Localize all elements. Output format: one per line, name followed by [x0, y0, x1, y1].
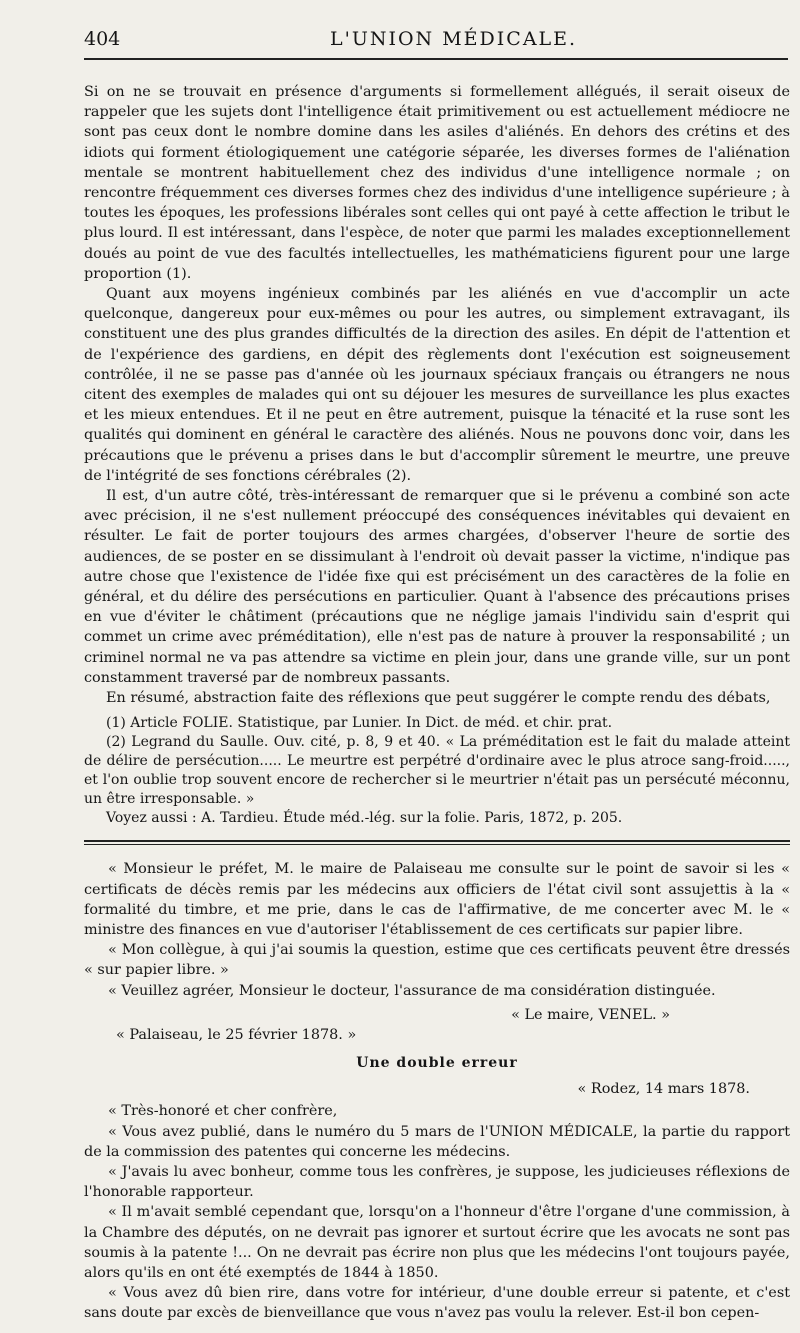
paragraph: Il est, d'un autre côté, très-intéressant de remarquer que si le prévenu a combiné son acte avec précision, il ne s'est nullement préoccupé des conséquences inévitables qui devaient en résulter. Le fait de porter toujours des armes chargées, d'observer l'heure de sortie des audiences, de se poster en se dissimulant à l'endroit où devait passer la victime, n'indique pas autre chose que l'existence de l'idée fixe qui est précisément un des caractères de la folie en général, et du délire des persécutions en particulier. Quant à l'absence des précautions prises en vue d'éviter le châtiment (précautions que ne néglige jamais l'individu sain d'esprit qui commet un crime avec préméditation), elle n'est pas de nature à prouver la responsabilité ; un criminel normal ne va pas attendre sa victime en plein jour, dans une grande ville, sur un pont constamment traversé par de nombreux passants. — [84, 488, 790, 686]
letter-paragraph: « Vous avez publié, dans le numéro du 5 mars de l'UNION MÉDICALE, la partie du rapport de la commission des patentes qui concerne les médecins. — [84, 1123, 790, 1160]
letter-paragraph: « Il m'avait semblé cependant que, lorsqu'on a l'honneur d'être l'organe d'une commission, à la Chambre des députés, on ne devrait pas ignorer et surtout écrire que les avocats ne sont pas soumis à la patente !... On ne devrait pas écrire non plus que les médecins l'ont toujours payée, alors qu'ils en ont été exemptés de 1844 à 1850. — [84, 1204, 790, 1281]
letter-paragraph: « Monsieur le préfet, M. le maire de Palaiseau me consulte sur le point de savoir si les « certificats de décès remis par les médecins aux officiers de l'état civil sont assujettis à la « formalité du timbre, et me prie, dans le cas de l'affirmative, de me concerter avec M. le « ministre des finances en vue d'autoriser l'établissement de ces certificats sur papier libre. — [84, 861, 790, 938]
paragraph: Si on ne se trouvait en présence d'arguments si formellement allégués, il serait oiseux de rappeler que les sujets dont l'intelligence était primitivement ou est actuellement médiocre ne sont pas ceux dont le nombre domine dans les asiles d'aliénés. En dehors des crétins et des idiots qui forment étiologiquement une catégorie séparée, les diverses formes de l'aliénation mentale se montrent habituellement chez des individus d'une intelligence normale ; on rencontre fréquemment ces diverses formes chez des individus d'une intelligence supérieure ; à toutes les époques, les professions libérales sont celles qui ont payé à cette affection le tribut le plus lourd. Il est intéressant, dans l'espèce, de noter que parmi les malades exceptionnellement doués au point de vue des facultés intellectuelles, les mathématiciens figurent pour une large proportion (1). — [84, 84, 790, 282]
letter-paragraph: « Très-honoré et cher confrère, — [108, 1103, 338, 1120]
paragraph: En résumé, abstraction faite des réflexions que peut suggérer le compte rendu des débats, — [106, 690, 771, 707]
page-header — [84, 24, 788, 60]
letter-paragraph: « Vous avez dû bien rire, dans votre for intérieur, d'une double erreur si patente, et c'est sans doute par excès de bienveillance que vous n'avez pas voulu la relever. Est-il bon cepen- — [84, 1285, 790, 1322]
paragraph: Quant aux moyens ingénieux combinés par les aliénés en vue d'accomplir un acte quelconque, dangereux pour eux-mêmes ou pour les autres, ou simplement extravagant, ils constituent une des plus grandes difficultés de la direction des asiles. En dépit de l'attention et de l'expérience des gardiens, en dépit des règlements dont l'exécution est soigneusement contrôlée, il ne se passe pas d'année où les journaux spéciaux français ou étrangers ne nous citent des exemples de malades qui ont su déjouer les mesures de surveillance les plus exactes et les mieux entendues. Et il ne peut en être autrement, puisque la ténacité et la ruse sont les qualités qui dominent en général le caractère des aliénés. Nous ne pouvons donc voir, dans les précautions que le prévenu a prises dans le but d'accomplir sûrement le meurtre, une preuve de l'intégrité de ses fonctions cérébrales (2). — [84, 286, 790, 484]
section-title: Une double erreur — [356, 1055, 518, 1072]
header-rule — [84, 58, 788, 60]
letter-paragraph: « Mon collègue, à qui j'ai soumis la question, estime que ces certificats peuvent être dressés « sur papier libre. » — [84, 942, 790, 979]
running-title: L'UNION MÉDICALE. — [330, 28, 578, 50]
letter-rodez — [84, 1101, 790, 1323]
signature: « Le maire, VENEL. » — [511, 1006, 670, 1023]
letter-palaiseau — [84, 859, 790, 1000]
letter-paragraph: « Veuillez agréer, Monsieur le docteur, l'assurance de ma considération distinguée. — [108, 982, 716, 999]
footnote: (2) Legrand du Saulle. Ouv. cité, p. 8, 9 et 40. « La préméditation est le fait du malade atteint de délire de persécution..... Le meurtre est perpétré d'ordinaire avec le plus atroce sang-froid....., et l'on oublie trop souvent encore de rechercher si le meurtrier n'était pas un persécuté méconnu, un être irresponsable. » — [84, 734, 790, 808]
footnote: Voyez aussi : A. Tardieu. Étude méd.-lég. sur la folie. Paris, 1872, p. 205. — [106, 810, 623, 827]
letter-paragraph: « J'avais lu avec bonheur, comme tous les confrères, je suppose, les judicieuses réflexions de l'honorable rapporteur. — [84, 1163, 790, 1201]
footnote: (1) Article FOLIE. Statistique, par Lunier. In Dict. de méd. et chir. prat. — [106, 715, 613, 732]
article-body — [84, 82, 790, 1324]
section-divider — [84, 840, 790, 845]
page-number: 404 — [84, 28, 121, 50]
footnotes — [84, 714, 790, 828]
letter-date: « Rodez, 14 mars 1878. — [577, 1081, 750, 1098]
place-date: « Palaiseau, le 25 février 1878. » — [116, 1026, 357, 1043]
